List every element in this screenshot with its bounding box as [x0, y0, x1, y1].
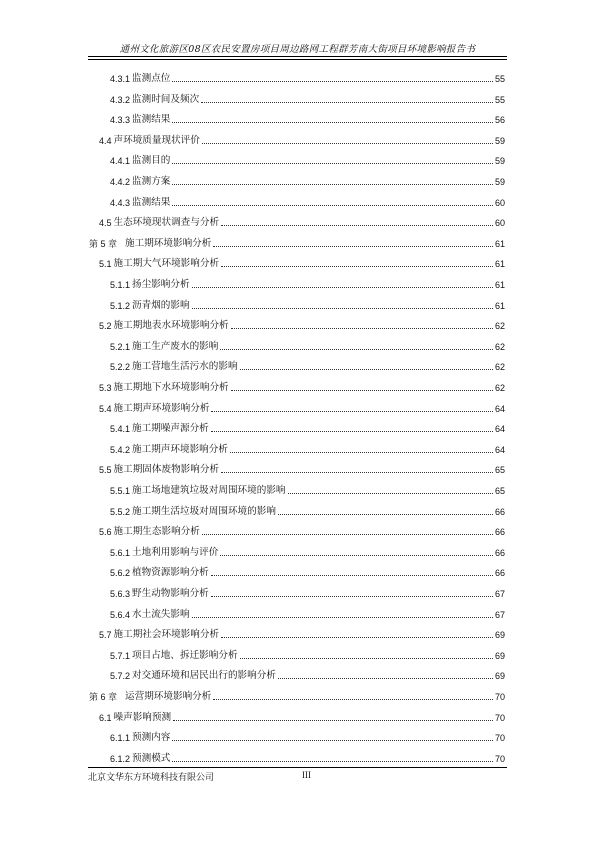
- toc-entry-number: 第 5 章: [89, 238, 118, 249]
- toc-entry-title: 噪声影响预测: [113, 711, 172, 723]
- toc-entry-page: 55: [494, 94, 505, 105]
- toc-entry-page: 61: [494, 238, 505, 249]
- toc-entry-page: 66: [494, 506, 505, 517]
- toc-leader-dots: [240, 658, 493, 659]
- toc-leader-dots: [172, 122, 493, 123]
- toc-entry[interactable]: [110, 730, 505, 744]
- toc-entry-page: 69: [494, 671, 505, 682]
- toc-leader-dots: [202, 143, 493, 144]
- toc-entry[interactable]: [110, 277, 505, 291]
- toc-entry[interactable]: [89, 689, 505, 703]
- toc-entry-number: 5.2.2: [110, 362, 131, 373]
- toc-entry-title: 施工营地生活污水的影响: [132, 361, 238, 373]
- toc-entry-page: 60: [494, 218, 505, 229]
- toc-entry[interactable]: [110, 339, 505, 353]
- footer-company: 北京文华东方环境科技有限公司: [88, 773, 215, 783]
- footer-rule: [88, 767, 507, 768]
- toc-leader-dots: [278, 514, 493, 515]
- toc-entry[interactable]: [110, 298, 505, 312]
- toc-leader-dots: [201, 102, 493, 103]
- toc-entry[interactable]: [110, 565, 505, 579]
- toc-entry-number: 4.4: [99, 135, 112, 146]
- toc-entry-title: 监测结果: [132, 196, 171, 208]
- toc-entry[interactable]: [110, 92, 505, 106]
- toc-entry-number: 5.7.1: [110, 650, 131, 661]
- toc-leader-dots: [172, 163, 493, 164]
- toc-entry-page: 65: [494, 486, 505, 496]
- toc-entry[interactable]: [110, 174, 505, 188]
- toc-entry[interactable]: [110, 359, 505, 373]
- toc-entry-number: 5.7: [99, 630, 112, 641]
- toc-entry[interactable]: [99, 710, 505, 724]
- toc-leader-dots: [221, 266, 493, 267]
- toc-entry-page: 61: [494, 300, 505, 311]
- toc-entry-title: 水土流失影响: [132, 608, 190, 620]
- toc-entry-title: 项目占地、拆迁影响分析: [132, 649, 238, 661]
- toc-entry-title: 监测目的: [132, 155, 171, 167]
- toc-entry-title: 施工期地表水环境影响分析: [113, 320, 229, 332]
- toc-entry[interactable]: [89, 236, 505, 250]
- toc-entry[interactable]: [110, 483, 505, 497]
- toc-entry-number: 6.1.2: [110, 753, 131, 764]
- toc-entry-title: 预测模式: [132, 752, 171, 764]
- toc-entry-number: 5.4: [99, 403, 112, 414]
- toc-entry-number: 5.6.4: [110, 609, 131, 620]
- toc-entry-title: 声环境质量现状评价: [113, 134, 200, 146]
- toc-entry-title: 施工生产废水的影响: [132, 340, 219, 352]
- toc-entry[interactable]: [99, 215, 505, 229]
- toc-entry[interactable]: [99, 627, 505, 641]
- toc-entry-page: 56: [494, 115, 505, 126]
- toc-leader-dots: [220, 555, 493, 556]
- header-rule-thin: [88, 59, 507, 60]
- toc-entry-number: 5.6.3: [110, 589, 131, 599]
- toc-leader-dots: [240, 369, 493, 370]
- toc-leader-dots: [213, 699, 493, 700]
- toc-entry-title: 施工场地建筑垃圾对周围环境的影响: [132, 485, 286, 496]
- toc-entry-number: 5.5.1: [110, 486, 131, 496]
- toc-entry-number: 5.5: [99, 465, 112, 476]
- toc-entry-page: 67: [494, 609, 505, 620]
- toc-entry-number: 5.1.2: [110, 300, 131, 311]
- toc-entry-number: 4.4.3: [110, 197, 131, 208]
- toc-entry-number: 4.4.2: [110, 177, 131, 187]
- toc-entry-number: 6.1.1: [110, 733, 131, 744]
- toc-entry-title: 植物资源影响分析: [132, 567, 209, 579]
- toc-entry-title: 野生动物影响分析: [132, 588, 209, 599]
- toc-entry-page: 59: [494, 177, 505, 187]
- toc-entry-page: 59: [494, 156, 505, 167]
- toc-entry-title: 扬尘影响分析: [132, 279, 190, 290]
- toc-entry-page: 64: [494, 444, 505, 455]
- toc-entry-number: 5.6.1: [110, 547, 131, 558]
- toc-entry-number: 5.7.2: [110, 671, 131, 682]
- toc-entry-number: 5.6: [99, 527, 112, 538]
- toc-entry[interactable]: [110, 586, 505, 600]
- toc-entry-number: 5.2.1: [110, 341, 131, 352]
- toc-entry[interactable]: [110, 504, 505, 518]
- toc-leader-dots: [172, 740, 493, 741]
- toc-entry-title: 施工期生态影响分析: [113, 526, 200, 538]
- toc-entry-number: 6.1: [99, 712, 112, 723]
- toc-entry[interactable]: [110, 545, 505, 559]
- toc-entry-page: 66: [494, 547, 505, 558]
- toc-entry-title: 沥青烟的影响: [132, 299, 190, 311]
- toc-entry[interactable]: [99, 401, 505, 415]
- toc-entry[interactable]: [110, 442, 505, 456]
- toc-leader-dots: [192, 287, 493, 288]
- toc-entry[interactable]: [99, 133, 505, 147]
- toc-leader-dots: [278, 678, 493, 679]
- toc-entry-page: 66: [494, 568, 505, 579]
- toc-entry-title: 施工期环境影响分析: [125, 237, 212, 249]
- toc-entry-number: 第 6 章: [89, 692, 118, 702]
- toc-entry-number: 5.3: [99, 383, 112, 393]
- toc-entry[interactable]: [110, 71, 505, 85]
- toc-leader-dots: [202, 534, 493, 535]
- toc-entry-page: 62: [494, 362, 505, 373]
- toc-leader-dots: [221, 472, 493, 473]
- toc-entry-title: 施工期声环境影响分析: [132, 443, 228, 455]
- toc-entry[interactable]: [110, 668, 505, 682]
- toc-entry-number: 5.4.2: [110, 444, 131, 455]
- toc-leader-dots: [172, 81, 493, 82]
- toc-entry-title: 运营期环境影响分析: [125, 691, 212, 702]
- toc-entry[interactable]: [99, 524, 505, 538]
- toc-leader-dots: [221, 637, 493, 638]
- toc-entry-title: 施工期声环境影响分析: [113, 402, 210, 414]
- toc-entry-page: 62: [494, 383, 505, 393]
- toc-entry-title: 对交通环境和居民出行的影响分析: [132, 670, 276, 682]
- toc-leader-dots: [213, 246, 493, 247]
- toc-leader-dots: [172, 205, 493, 206]
- toc-leader-dots: [288, 493, 493, 494]
- toc-entry-title: 施工期固体废物影响分析: [113, 464, 220, 476]
- toc-entry-page: 62: [494, 341, 505, 352]
- toc-entry-page: 60: [494, 197, 505, 208]
- toc-leader-dots: [211, 596, 493, 597]
- toc-entry-page: 59: [494, 135, 505, 146]
- toc-leader-dots: [172, 184, 493, 185]
- toc-entry[interactable]: [110, 607, 505, 621]
- toc-leader-dots: [192, 308, 493, 309]
- toc-leader-dots: [211, 575, 493, 576]
- toc-entry[interactable]: [110, 751, 505, 765]
- toc-entry[interactable]: [110, 648, 505, 662]
- toc-leader-dots: [231, 328, 493, 329]
- footer-page-number: III: [302, 770, 311, 780]
- toc-entry-number: 5.1.1: [110, 280, 131, 290]
- toc-entry-title: 施工期生活垃圾对周围环境的影响: [132, 505, 276, 517]
- toc-entry-page: 61: [494, 259, 505, 270]
- toc-entry-number: 4.3.3: [110, 115, 131, 126]
- toc-entry-title: 施工期社会环境影响分析: [113, 629, 220, 641]
- toc-entry-title: 生态环境现状调查与分析: [113, 217, 220, 229]
- toc-entry-title: 土地利用影响与评价: [132, 546, 219, 558]
- toc-entry-number: 4.3.1: [110, 74, 131, 84]
- toc-entry-title: 监测方案: [132, 176, 171, 187]
- toc-entry[interactable]: [110, 153, 505, 167]
- page-header-title: 通州文化旅游区08区农民安置房项目周边路网工程群芳南大街项目环境影响报告书: [119, 44, 476, 55]
- toc-leader-dots: [192, 617, 493, 618]
- toc-entry-page: 67: [494, 589, 505, 599]
- toc-leader-dots: [231, 390, 493, 391]
- toc-entry-number: 4.5: [99, 218, 112, 229]
- toc-entry[interactable]: [110, 421, 505, 435]
- toc-entry-number: 5.6.2: [110, 568, 131, 579]
- toc-entry-page: 65: [494, 465, 505, 476]
- toc-leader-dots: [211, 431, 493, 432]
- toc-entry-page: 64: [494, 424, 505, 435]
- toc-entry-title: 施工期大气环境影响分析: [113, 258, 220, 270]
- toc-entry-page: 66: [494, 527, 505, 538]
- toc-entry[interactable]: [99, 318, 505, 332]
- toc-leader-dots: [230, 452, 493, 453]
- toc-entry-page: 62: [494, 321, 505, 332]
- toc-entry-title: 监测点位: [132, 73, 171, 84]
- toc-entry-page: 55: [494, 74, 505, 84]
- toc-entry-page: 70: [494, 712, 505, 723]
- toc-entry-number: 4.4.1: [110, 156, 131, 167]
- toc-entry-number: 5.4.1: [110, 424, 131, 435]
- toc-entry[interactable]: [99, 380, 505, 394]
- toc-entry-title: 监测结果: [132, 114, 171, 126]
- toc-leader-dots: [173, 720, 493, 721]
- toc-entry-title: 预测内容: [132, 732, 171, 744]
- toc-entry-page: 64: [494, 403, 505, 414]
- toc-leader-dots: [220, 349, 493, 350]
- toc-entry-page: 69: [494, 650, 505, 661]
- toc-leader-dots: [172, 761, 493, 762]
- toc-entry-page: 70: [494, 733, 505, 744]
- header-rule: [88, 56, 507, 57]
- toc-entry[interactable]: [110, 112, 505, 126]
- toc-entry-page: 70: [494, 753, 505, 764]
- toc-entry-number: 5.5.2: [110, 506, 131, 517]
- toc-leader-dots: [221, 225, 493, 226]
- toc-leader-dots: [211, 411, 493, 412]
- toc-entry[interactable]: [99, 256, 505, 270]
- toc-entry-page: 69: [494, 630, 505, 641]
- toc-entry-page: 70: [494, 692, 505, 702]
- toc-entry-title: 施工期噪声源分析: [132, 423, 209, 435]
- toc-entry-number: 5.2: [99, 321, 112, 332]
- toc-entry-title: 监测时间及频次: [132, 93, 200, 105]
- toc-entry-number: 5.1: [99, 259, 112, 270]
- toc-entry-title: 施工期地下水环境影响分析: [113, 382, 229, 393]
- toc-entry-number: 4.3.2: [110, 94, 131, 105]
- toc-entry[interactable]: [99, 462, 505, 476]
- toc-entry[interactable]: [110, 195, 505, 209]
- toc-entry-page: 61: [494, 280, 505, 290]
